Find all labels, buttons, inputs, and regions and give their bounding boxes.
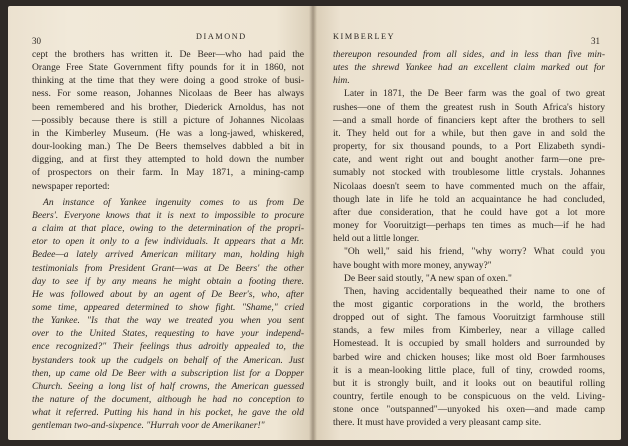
text-line: the most gigantic corporations in the world, the brothers (333, 298, 605, 310)
text-line: it is a mean-looking little place, full of tiny, crowded rooms, (333, 364, 605, 376)
text-line: after due consideration, that he could have got a lot more (333, 206, 605, 218)
text-line: etor to open it only to a few individuals. It appears that a Mr. (32, 236, 304, 248)
page-number: 31 (591, 36, 600, 46)
text-line: Orange Free State Government fifty pounds for it in 1860, not (32, 62, 304, 74)
text-line: Beers'. Everyone knows that it is next to impossible to procure (32, 209, 304, 221)
text-line: have bought with more money, anyway?" (333, 259, 492, 271)
text-line: country, fertile enough to be conspicuous on the veld. Living- (333, 391, 605, 403)
text-line: dropped out of sight. The famous Vooruitzigt farmhouse still (333, 312, 605, 324)
text-line: An instance of Yankee ingenuity comes to us from De (43, 196, 304, 208)
text-line: over to the United States, requesting to have your independ- (32, 328, 304, 340)
body-text (333, 48, 605, 430)
text-line: cate, and went right out and bought another farm—one pre- (333, 154, 605, 166)
text-line: ness. For some reason, Johannes Nicolaas de Beer has always (32, 88, 304, 100)
running-head: DIAMOND (196, 32, 247, 41)
text-line: the Yankee. "Is that the way we treated you when you sent (32, 315, 304, 327)
text-line: gentleman two-and-sixpence. "Hurrah voor de Amerikaner!" (32, 420, 265, 432)
text-line: ence recognized?" Their feelings thus adroitly appealed to, the (32, 341, 304, 353)
text-line: Then, having accidentally bequeathed their name to one of (344, 285, 605, 297)
text-line: day to see if by any means he might obtain a footing there. (32, 275, 304, 287)
text-line: digging, and at first they attempted to hold down the number (32, 154, 304, 166)
text-line: sumably not stocked with troublesome little crystals. Johannes (333, 167, 605, 179)
text-line: "Oh well," said his friend, "why worry? What could you (344, 246, 605, 258)
text-line: Later in 1871, the De Beer farm was the goal of two great (344, 88, 605, 100)
text-line: been remembered and his brother, Diederick Arnoldus, has not (32, 101, 304, 113)
text-line: some time, appeared determined to show fight. "Shame," cried (32, 301, 304, 313)
page-number: 30 (32, 36, 41, 46)
text-line: though late in life he told an acquaintance he had concluded, (333, 193, 605, 205)
text-line: money for Vooruitzigt—perhaps ten times as much—if he had (333, 220, 605, 232)
text-line: the nature of the document, although he had no conception to (32, 394, 304, 406)
text-line: Bedee—a lately arrived American military man, holding high (32, 249, 304, 261)
text-line: Church. Seeing a long list of half crowns, the American guessed (32, 380, 304, 392)
right-page (313, 6, 621, 440)
text-line: cept the brothers has written it. De Beer—who had paid the (32, 49, 304, 60)
text-line: —possibly because there is still a picture of Johannes Nicolaas (32, 114, 304, 126)
text-line: thinking at the time that they were doing a good stroke of busi- (32, 75, 304, 87)
text-line: of prospectors on their farm. In May 1871, a mining-camp (32, 167, 304, 179)
text-line: but it is strongly built, and it looks out on beautiful rolling (333, 377, 605, 389)
text-line: Nicolaas doesn't seem to have commented much on the affair, (333, 180, 605, 192)
body-text (32, 48, 304, 433)
text-line: what it referred. Putting his hand in his pocket, he gave the old (32, 407, 304, 419)
text-line: barbed wire and chicken houses; like most old Boer farmhouses (333, 351, 605, 363)
text-line: there. It must have provided a very pleasant camp site. (333, 417, 542, 429)
text-line: He was followed about by an agent of De Beer's, who, after (32, 288, 304, 300)
text-line: a claim at that place, owing to the determination of the propri- (32, 223, 304, 235)
text-line: him. (333, 75, 350, 87)
text-line: property, for six thousand pounds, to a Port Elizabeth syndi- (333, 141, 605, 153)
text-line: rushes—one of them the greatest rush in South Africa's history (333, 101, 605, 113)
text-line: —and a small horde of financiers kept after the brothers to sell (333, 114, 605, 126)
text-line: it. They held out for a while, but then gave in and sold the (333, 127, 605, 139)
text-line: testimonials from President Grant—was at De Beers' the other (32, 262, 304, 274)
text-line: then, up came old De Beer with a subscription list for a Dopper (32, 367, 304, 379)
text-line: De Beer said stoutly, "A new span of oxen." (344, 272, 512, 284)
text-line: bystanders took up the cudgels on behalf of the American. Just (32, 354, 304, 366)
text-line: thereupon resounded from all sides, and in less than five min- (333, 49, 605, 60)
text-line: utes the shrewd Yankee had an excellent claim marked out for (333, 62, 605, 74)
text-line: newspaper reported: (32, 180, 110, 192)
text-line: Homestead. It is occupied by small holders and surrounded by (333, 338, 605, 350)
text-line: stone once "outspanned"—unyoked his oxen—and made camp (333, 404, 605, 416)
running-head: KIMBERLEY (333, 32, 396, 41)
text-line: stands, a few miles from Kimberley, near a village called (333, 325, 605, 337)
left-page (8, 6, 313, 440)
text-line: held out a little longer. (333, 233, 420, 245)
text-line: in the Kimberley Museum. (He was a long-jawed, whiskered, (32, 127, 304, 139)
book-gutter (309, 6, 317, 440)
text-line: dour-looking man.) The De Beers themselves dabbled a bit in (32, 141, 304, 153)
